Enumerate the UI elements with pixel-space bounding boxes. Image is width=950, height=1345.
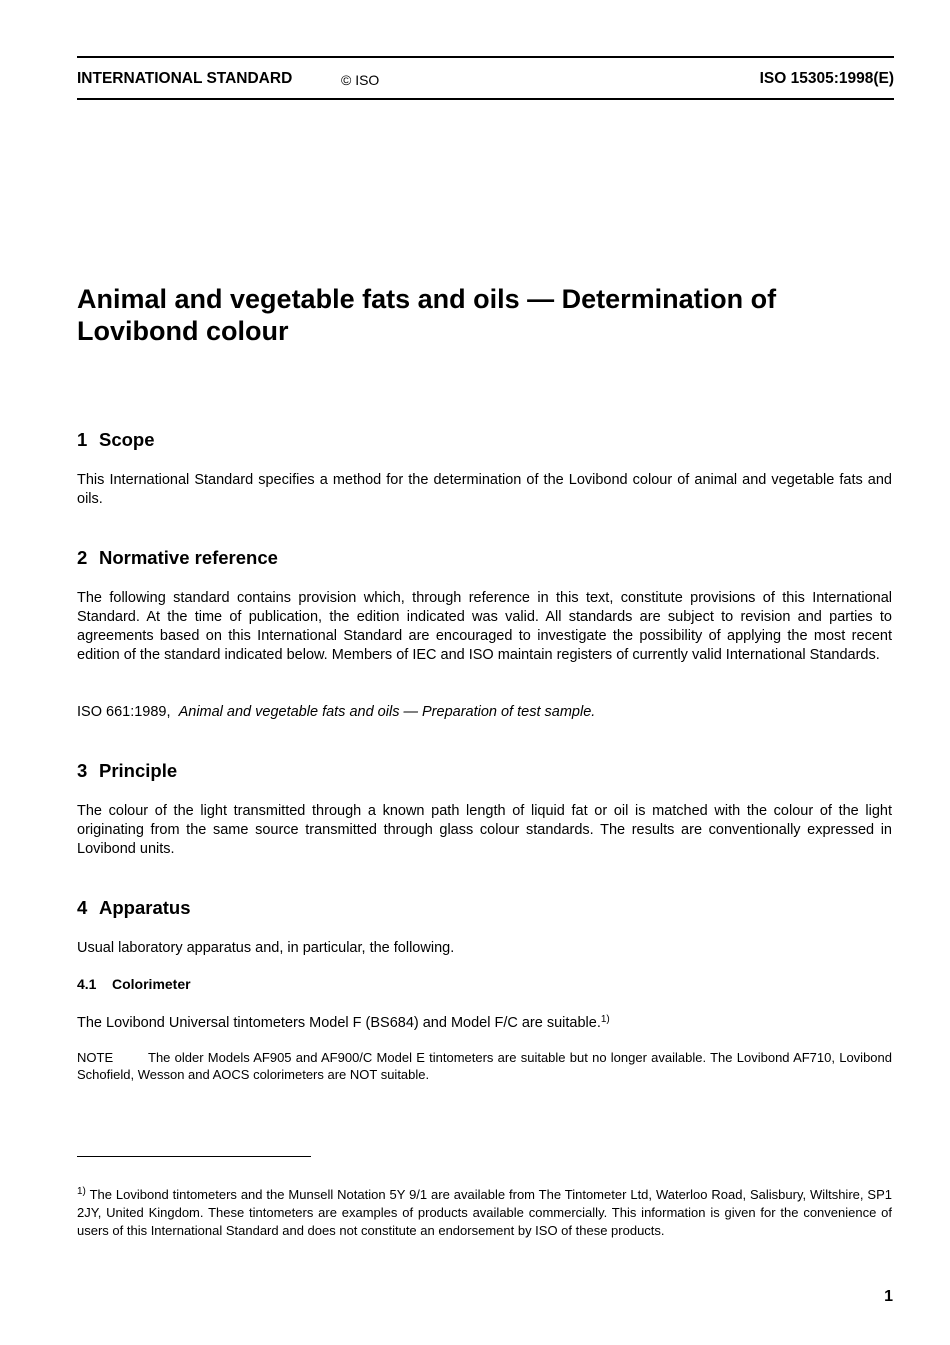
footnote-mark: 1) (77, 1186, 86, 1197)
section-heading-apparatus (77, 897, 191, 919)
normative-reference-item (77, 703, 892, 722)
header-copyright: © ISO (341, 72, 380, 88)
principle-paragraph: The colour of the light transmitted through a known path length of liquid fat or oil is matched with the colour of the light originating from the same source transmitted through glass colour standards. The results are conventionally expressed in Lovibond units. (77, 803, 892, 857)
section-heading-scope (77, 429, 155, 451)
section-number: 2 (77, 547, 88, 568)
apparatus-paragraph: Usual laboratory apparatus and, in particular, the following. (77, 940, 455, 956)
colorimeter-text: The Lovibond Universal tintometers Model F (BS684) and Model F/C are suitable. (77, 1015, 601, 1031)
header-doc-number: ISO 15305:1998(E) (759, 70, 894, 87)
section-title: Normative reference (99, 547, 278, 568)
section-number: 4 (77, 897, 88, 918)
section-title: Apparatus (99, 897, 191, 918)
colorimeter-paragraph (77, 1014, 892, 1033)
header-doc-type: INTERNATIONAL STANDARD (77, 70, 293, 87)
section-number: 1 (77, 429, 88, 450)
footnote-text: The Lovibond tintometers and the Munsell Notation 5Y 9/1 are available from The Tintometer Ltd, Waterloo Road, Salisbury, Wiltshire, SP1 2JY, United Kingdom. These tintometers are examples of products available commercially. This information is given for the convenience of users of this International Standard and does not constitute an endorsement by ISO of these products. (77, 1187, 892, 1238)
reference-id: ISO 661:1989, (77, 704, 171, 720)
section-title: Principle (99, 760, 178, 781)
subsection-title: Colorimeter (112, 976, 191, 992)
section-heading-normative-reference (77, 547, 278, 569)
section-heading-principle (77, 760, 177, 782)
reference-title: Animal and vegetable fats and oils — Preparation of test sample. (178, 704, 596, 720)
normative-reference-paragraph: The following standard contains provision which, through reference in this text, constitute provisions of this International Standard. At the time of publication, the edition indicated was valid. All standards are subject to revision and parties to agreements based on this International Standard are encouraged to investigate the possibility of applying the most recent edition of the standard indicated below. Members of IEC and ISO maintain registers of currently valid International Standards. (77, 590, 892, 663)
page-number: 1 (884, 1288, 893, 1305)
footnote-reference-link[interactable]: 1) (600, 1014, 610, 1025)
footnote (77, 1186, 892, 1240)
note-label: NOTE (77, 1050, 114, 1065)
header-top-rule (77, 56, 894, 58)
header-bottom-rule (77, 98, 894, 100)
section-number: 3 (77, 760, 88, 781)
subsection-number: 4.1 (77, 976, 97, 992)
footnote-separator (77, 1156, 311, 1157)
section-title: Scope (99, 429, 155, 450)
note-text: The older Models AF905 and AF900/C Model E tintometers are suitable but no longer available. The Lovibond AF710, Lovibond Schofield, Wesson and AOCS colorimeters are NOT suitable. (77, 1050, 892, 1082)
note-paragraph (77, 1049, 892, 1083)
document-title: Animal and vegetable fats and oils — Determination of Lovibond colour (77, 284, 777, 346)
subsection-heading-colorimeter (77, 976, 191, 992)
scope-paragraph: This International Standard specifies a method for the determination of the Lovibond colour of animal and vegetable fats and oils. (77, 472, 892, 507)
